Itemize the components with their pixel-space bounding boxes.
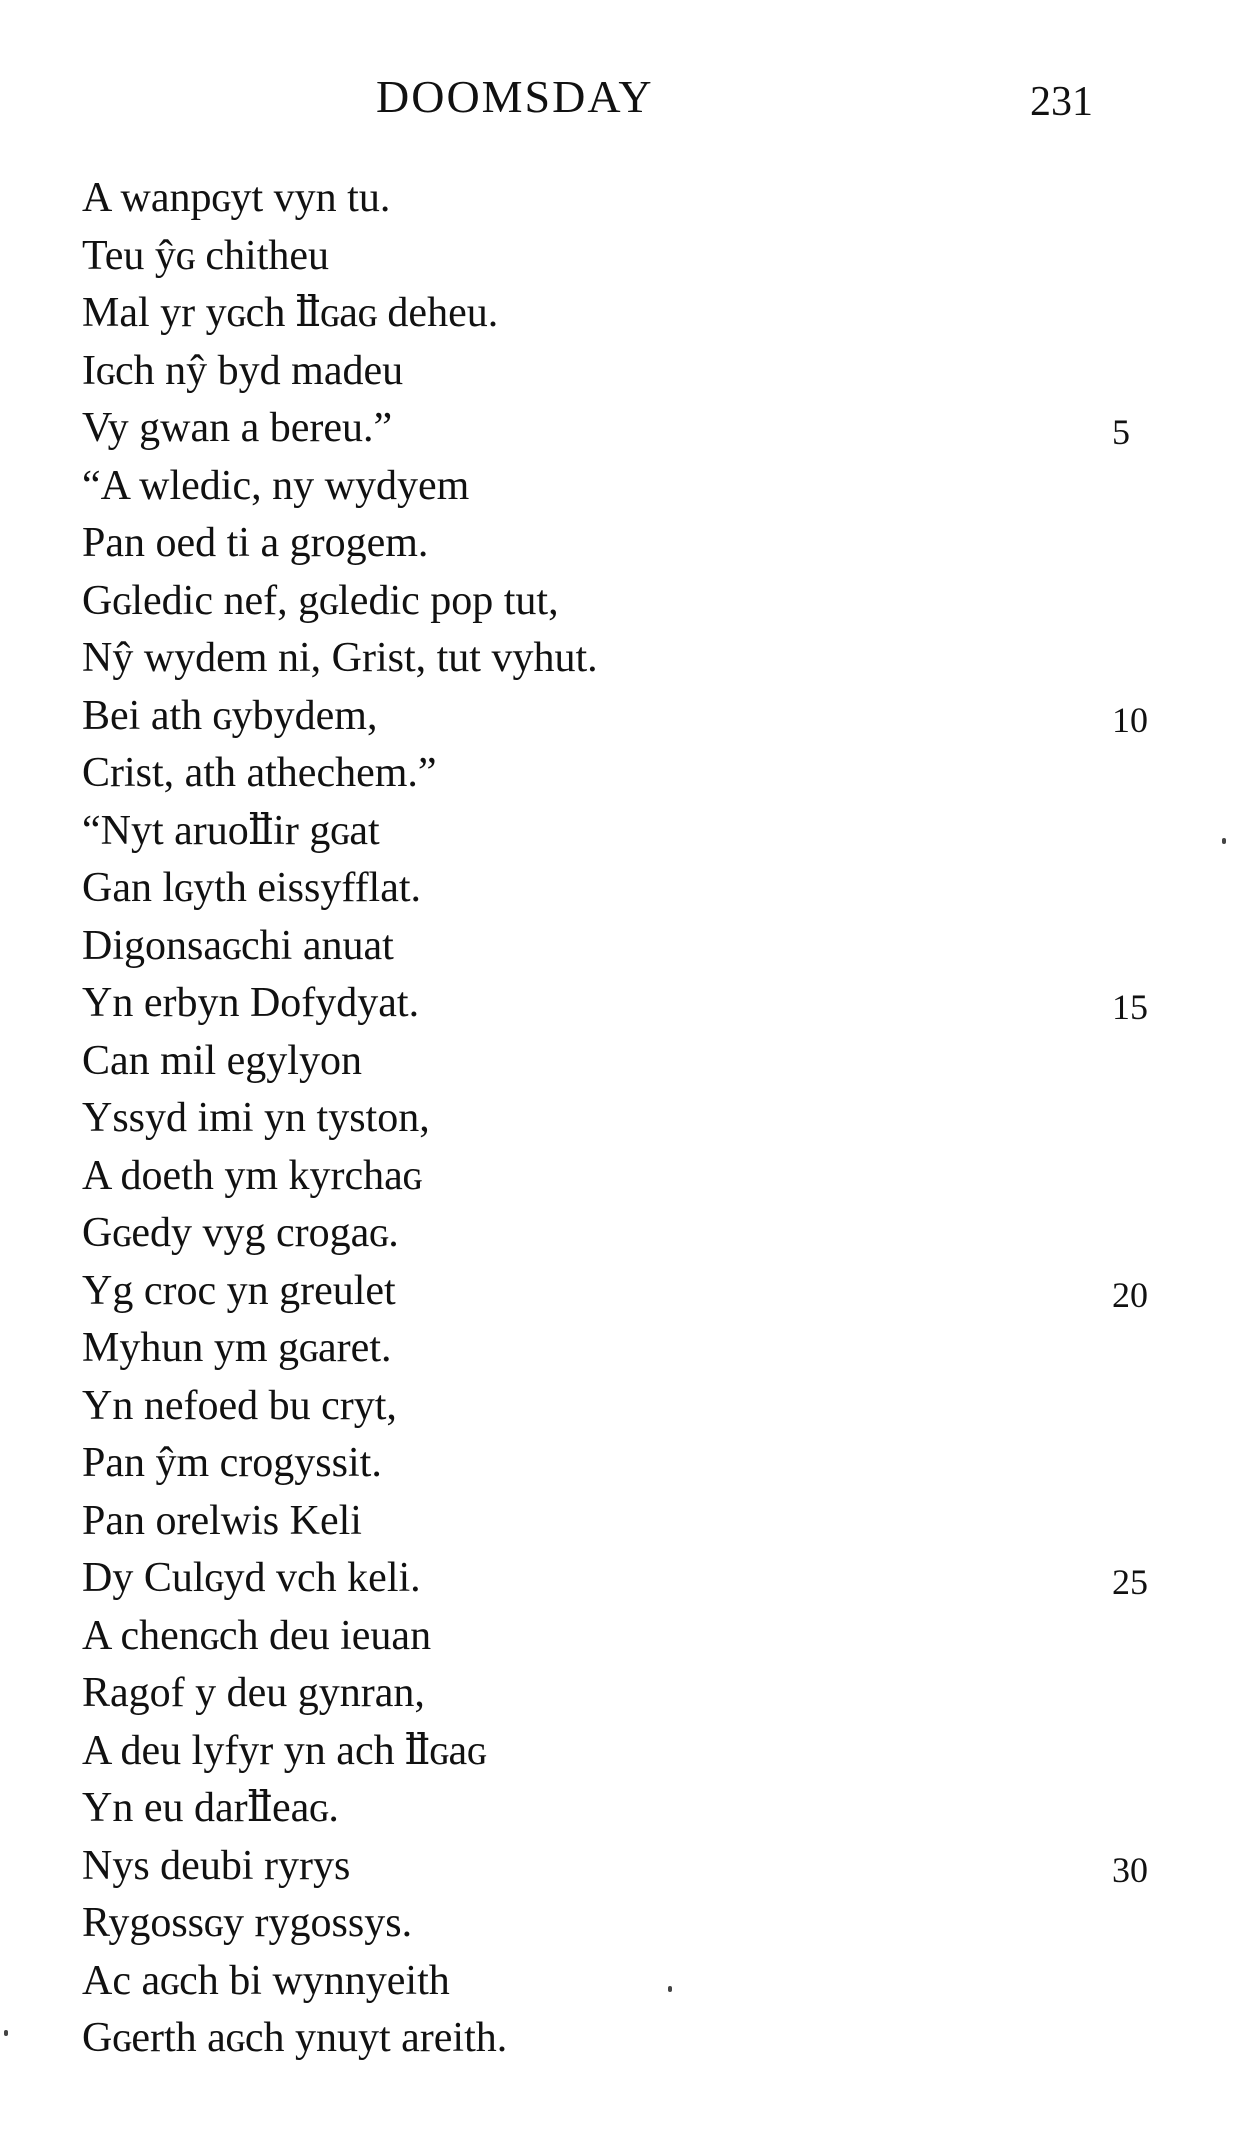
verse-line-text: Dy Culɢyd vch keli.: [82, 1555, 421, 1601]
verse-line-text: Yn erbyn Dofydyat.: [82, 980, 420, 1026]
verse-line-text: Gɢedy vyg crogaɢ.: [82, 1210, 399, 1256]
verse-line-text: Pan orelwis Keli: [82, 1497, 362, 1544]
verse-line: [82, 860, 1182, 918]
verse-line: [82, 228, 1182, 286]
verse-line-text: Vy gwan a bereu.”: [82, 405, 393, 451]
verse-line: [82, 1953, 1182, 2011]
verse-line-text: Ragof y deu gynran,: [82, 1670, 425, 1716]
line-number: 15: [1112, 987, 1148, 1027]
verse-line: [82, 1895, 1182, 1953]
verse-line-text: Bei ath ɢybydem,: [82, 692, 378, 739]
line-number: 10: [1112, 699, 1148, 740]
verse-line-text: Gɢledic nef, gɢledic pop tut,: [82, 577, 559, 624]
verse-line: [82, 1723, 1182, 1781]
verse-line: [82, 2010, 1182, 2068]
line-number: 25: [1112, 1562, 1148, 1602]
verse-line: [82, 1378, 1182, 1436]
verse-line: [82, 1780, 1182, 1838]
verse-line: [82, 630, 1182, 688]
verse-line-text: Pan ŷm crogyssit.: [82, 1440, 382, 1486]
verse-line: [82, 1838, 1182, 1896]
verse-line: [82, 1148, 1182, 1206]
verse-line-text: A deu lyfyr yn ach ỻɢaɢ: [82, 1727, 487, 1774]
verse-line: [82, 918, 1182, 976]
verse-line: [82, 1090, 1182, 1148]
line-number: 30: [1112, 1849, 1148, 1890]
verse-line: [82, 1493, 1182, 1551]
verse-line-text: A doeth ym kyrchaɢ: [82, 1152, 422, 1199]
verse-line-text: Yg croc yn greulet: [82, 1267, 396, 1314]
running-head: [0, 70, 1246, 130]
verse-line: [82, 573, 1182, 631]
verse-line-text: Teu ŷɢ chitheu: [82, 232, 330, 279]
verse-line: [82, 343, 1182, 401]
verse-line: [82, 745, 1182, 803]
verse-line-text: Mal yr yɢch ỻɢaɢ deheu.: [82, 290, 499, 336]
verse-line: [82, 803, 1182, 861]
line-number: 5: [1112, 412, 1130, 452]
verse-block: [82, 170, 1182, 2068]
verse-line-text: Can mil egylyon: [82, 1037, 362, 1084]
verse-line: [82, 1665, 1182, 1723]
verse-line-text: Gan lɢyth eissyfflat.: [82, 865, 422, 911]
verse-line-text: Iɢch nŷ byd madeu: [82, 347, 404, 394]
verse-line-text: Ac aɢch bi wynnyeith: [82, 1957, 450, 2004]
verse-line: [82, 975, 1182, 1033]
verse-line: [82, 1263, 1182, 1321]
line-number: 20: [1112, 1274, 1148, 1315]
verse-line-text: Crist, ath athechem.”: [82, 750, 437, 796]
page-number: 231: [1030, 79, 1093, 125]
verse-line-text: Myhun ym gɢaret.: [82, 1325, 392, 1371]
verse-line-text: Pan oed ti a grogem.: [82, 520, 429, 566]
verse-line-text: Yn nefoed bu cryt,: [82, 1382, 397, 1429]
verse-line-text: “A wledic, ny wydyem: [82, 462, 470, 509]
print-speck: [668, 1986, 672, 1992]
verse-line: [82, 285, 1182, 343]
verse-line-text: Yn eu darỻeaɢ.: [82, 1785, 339, 1831]
verse-line-text: Rygossɢy rygossys.: [82, 1900, 413, 1946]
verse-line-text: Yssyd imi yn tyston,: [82, 1095, 430, 1141]
verse-line: [82, 1550, 1182, 1608]
verse-line: [82, 1320, 1182, 1378]
verse-line-text: A wanpɢyt vyn tu.: [82, 175, 391, 221]
verse-line-text: A chenɢch deu ieuan: [82, 1612, 432, 1659]
verse-line: [82, 1608, 1182, 1666]
verse-line: [82, 688, 1182, 746]
verse-line-text: Gɢerth aɢch ynuyt areith.: [82, 2015, 508, 2061]
verse-line: [82, 1205, 1182, 1263]
verse-line-text: Digonsaɢchi anuat: [82, 922, 394, 969]
verse-line: [82, 515, 1182, 573]
verse-line-text: Nŷ wydem ni, Grist, tut vyhut.: [82, 635, 598, 681]
verse-line-text: “Nyt aruoỻir gɢat: [82, 807, 380, 854]
running-title: DOOMSDAY: [376, 71, 654, 122]
print-speck: [1222, 838, 1226, 844]
verse-line: [82, 1033, 1182, 1091]
verse-line: [82, 170, 1182, 228]
verse-line: [82, 1435, 1182, 1493]
verse-line: [82, 458, 1182, 516]
print-speck: [4, 2030, 8, 2036]
verse-line-text: Nys deubi ryrys: [82, 1842, 351, 1889]
verse-line: [82, 400, 1182, 458]
